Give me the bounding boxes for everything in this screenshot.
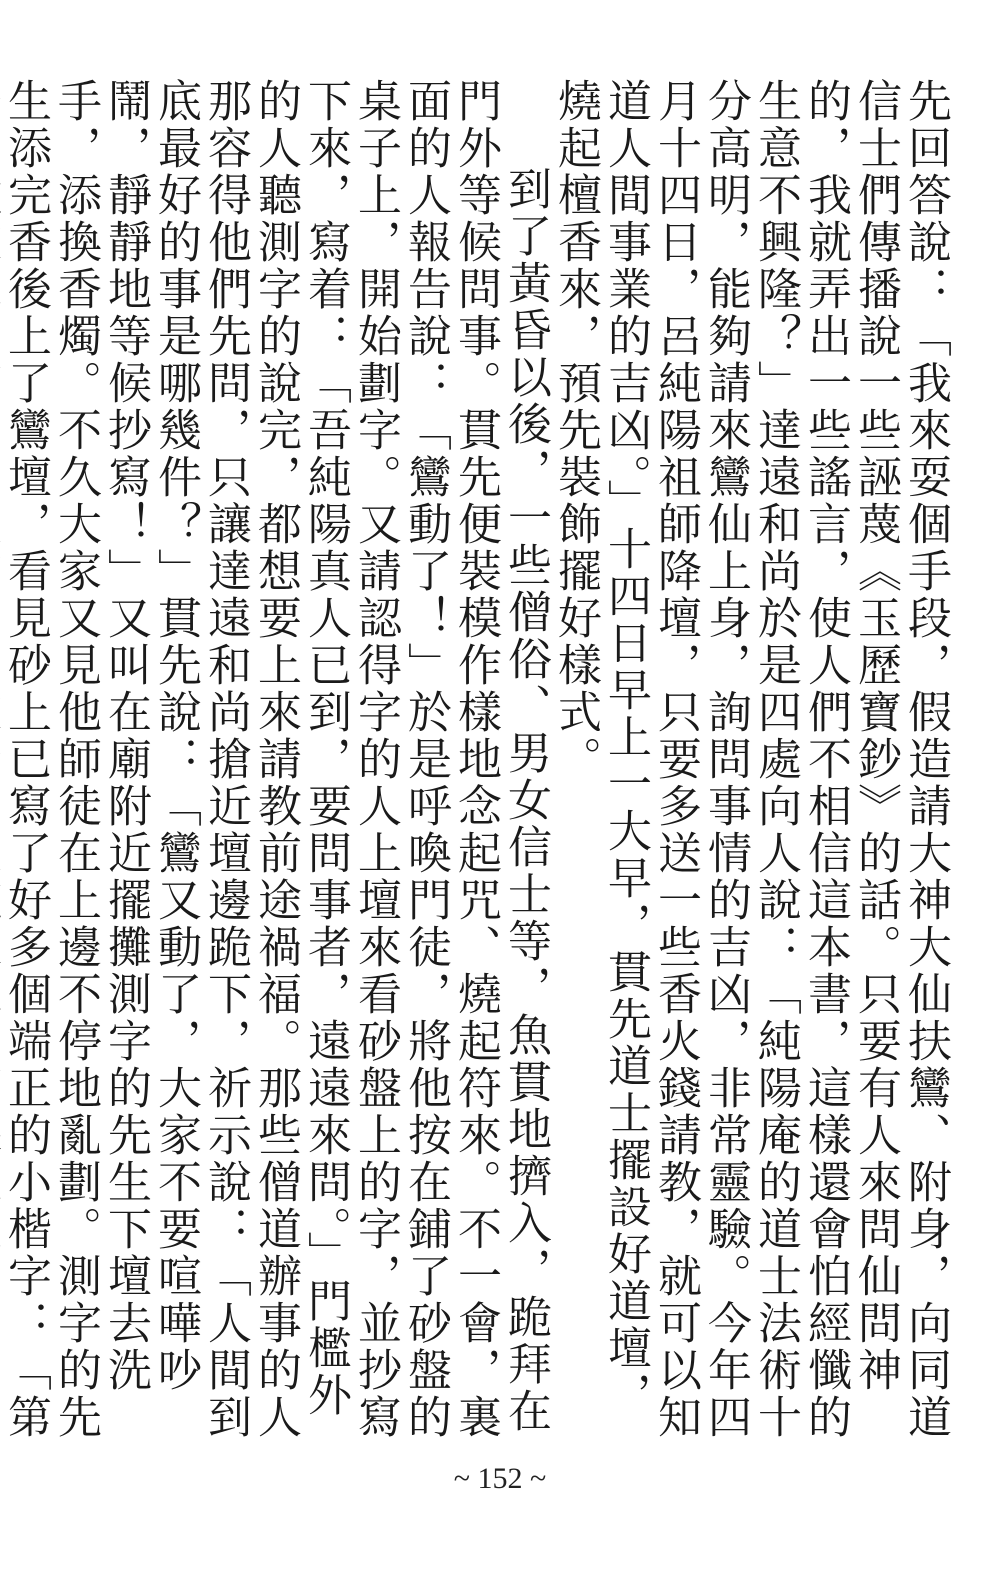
vertical-text-body xyxy=(0,78,951,1448)
page-number: ~ 152 ~ xyxy=(453,1462,547,1495)
paragraph-2: 到了黃昏以後，一些僧俗、男女信士等，魚貫地擠入，跪拜在門外等候問事。貫先便裝模作樣地念起咒、燒起符來。不一會，裏面的人報告說：「鸞動了！」於是呼喚門徒，將他按在鋪了砂盤的桌子上，開始劃字。又請認得字的人上壇來看砂盤上的字，並抄寫下來，寫着：「吾純陽真人已到，要問事者，遠遠來問。」門檻外的人聽測字的說完，都想要上來請教前途禍福。那些僧道辦事的人那容得他們先問，只讓達遠和尚搶近壇邊跪下，祈示說：「人間到底最好的事是哪幾件？」貫先說：「鸞又動了，大家不要喧嘩吵鬧，靜靜地等候抄寫！」又叫在廟附近擺攤測字的先生下壇去洗手，添換香燭。不久大家又見他師徒在上邊不停地亂劃。測字的先生添完香後上了鸞壇，看見砂上已寫了好多個端正的小楷字：「第 xyxy=(0,78,551,1441)
paragraph-1: 先回答說：「我來耍個手段，假造請大神大仙扶鸞、附身，向同道信士們傳播說一些誣蔑《玉歷寶鈔》的話。只要有人來問仙問神的，我就弄出一些謠言，使人們不相信這本書，這樣還會怕經懺的生意不興隆？」達遠和尚於是四處向人說：「純陽庵的道士法術十分高明，能夠請來鸞仙上身，詢問事情的吉凶，非常靈驗。今年四月十四日，呂純陽祖師降壇，只要多送一些香火錢請教，就可以知道人間事業的吉凶。」十四日早上一大早，貫先道士擺設好道壇，燒起檀香來，預先裝飾擺好樣式。 xyxy=(550,78,951,1441)
